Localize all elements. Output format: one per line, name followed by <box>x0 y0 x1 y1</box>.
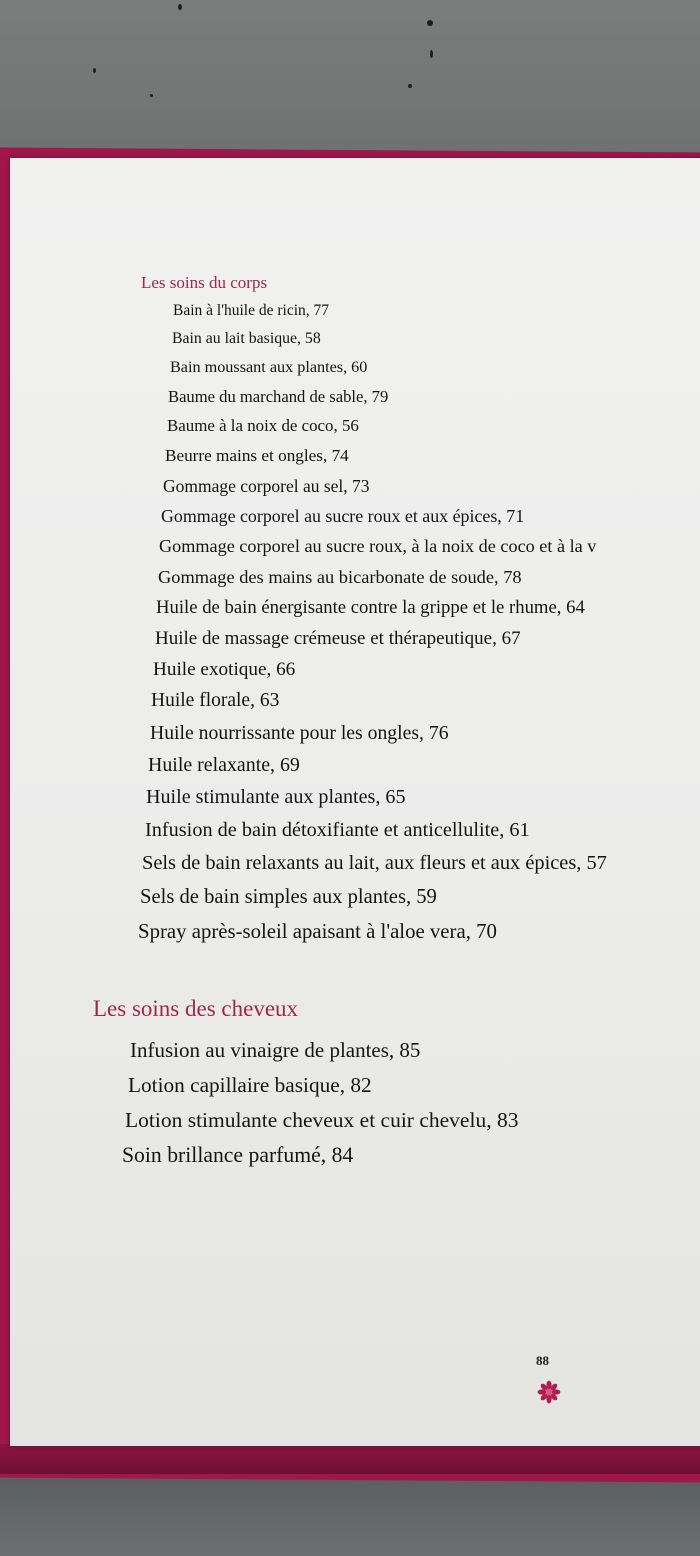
section-heading-hair-care: Les soins des cheveux <box>93 996 299 1021</box>
index-entry: Soin brillance parfumé, 84 <box>122 1143 354 1167</box>
index-entry: Huile relaxante, 69 <box>148 754 300 776</box>
index-entry: Sels de bain relaxants au lait, aux fleurs et aux épices, 57 <box>142 852 607 874</box>
index-entry: Gommage corporel au sucre roux, à la noix de coco et à la v <box>159 536 597 556</box>
index-entry: Gommage corporel au sel, 73 <box>163 476 370 496</box>
index-entry: Huile de massage crémeuse et thérapeutique, 67 <box>155 628 521 649</box>
flower-icon <box>537 1380 561 1404</box>
index-entry: Baume du marchand de sable, 79 <box>168 387 389 406</box>
index-entry: Gommage des mains au bicarbonate de soude, 78 <box>158 567 522 587</box>
index-entry: Bain au lait basique, 58 <box>172 330 321 347</box>
index-entry: Lotion capillaire basique, 82 <box>128 1073 372 1097</box>
index-entry: Lotion stimulante cheveux et cuir chevelu, 83 <box>125 1108 519 1132</box>
index-entry: Bain à l'huile de ricin, 77 <box>173 302 330 319</box>
index-entry: Infusion au vinaigre de plantes, 85 <box>130 1038 421 1062</box>
index-entry: Bain moussant aux plantes, 60 <box>170 358 368 376</box>
index-entry: Baume à la noix de coco, 56 <box>167 416 359 435</box>
index-entry: Huile exotique, 66 <box>153 659 296 680</box>
index-entry: Infusion de bain détoxifiante et anticellulite, 61 <box>145 819 530 841</box>
index-entry: Huile de bain énergisante contre la grippe et le rhume, 64 <box>156 597 585 618</box>
index-entry: Huile stimulante aux plantes, 65 <box>146 786 406 808</box>
page-number: 88 <box>536 1353 549 1368</box>
index-entry: Beurre mains et ongles, 74 <box>165 446 349 465</box>
index-entry: Spray après-soleil apaisant à l'aloe vera, 70 <box>138 920 497 943</box>
index-entry: Sels de bain simples aux plantes, 59 <box>140 886 437 908</box>
index-entry: Gommage corporel au sucre roux et aux épices, 71 <box>161 506 525 526</box>
index-entry: Huile florale, 63 <box>151 690 280 711</box>
section-heading-body-care: Les soins du corps <box>141 273 268 292</box>
index-entry: Huile nourrissante pour les ongles, 76 <box>150 722 449 744</box>
